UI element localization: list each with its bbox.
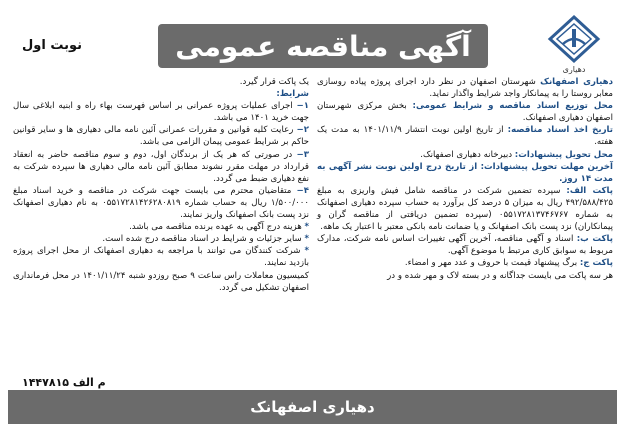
notice-paragraph xyxy=(317,233,613,257)
paragraph-heading: ۱− xyxy=(296,101,309,112)
notice-paragraph xyxy=(13,245,309,269)
notice-paragraph xyxy=(317,124,613,148)
paragraph-text: کمیسیون معاملات راس ساعت ۹ صبح روزدو شنبه ۱۴۰۱/۱۱/۲۴ در محل فرمانداری اصفهان تشکیل می گردد. xyxy=(13,270,309,293)
paragraph-text: سایر جزئیات و شرایط در اسناد مناقصه درج شده است. xyxy=(102,234,305,245)
paragraph-heading: دهیاری اصفهانک xyxy=(540,77,614,87)
notice-paragraph xyxy=(13,233,309,245)
notice-paragraph xyxy=(317,270,613,282)
paragraph-text: اجرای عملیات پروژه عمرانی بر اساس فهرست بهاء راه و ابنیه ابلاغی سال جهت خرید ۱۴۰۱ می باشد. xyxy=(13,101,309,124)
paragraph-text: یک پاکت قرار گیرد. xyxy=(239,77,309,87)
notice-code: م الف ۱۴۴۷۸۱۵ xyxy=(22,376,106,389)
dehyari-logo xyxy=(545,14,603,80)
paragraph-heading: شرایط: xyxy=(276,89,309,100)
paragraph-text: متقاضیان محترم می بایست جهت شرکت در مناقصه و خرید اسناد مبلغ ۱/۵۰۰/۰۰۰ ریال به حساب شماره ۰۵۵۱۷۲۸۱۴۲۶۲۸۰۸۱۹ به نام دهیاری اصفهانک نزد پست بانک اصفهانک واریز نمایند. xyxy=(13,185,309,221)
paragraph-heading: * xyxy=(304,222,309,233)
notice-body xyxy=(8,76,617,376)
notice-paragraph xyxy=(13,76,309,88)
paragraph-heading: آخرین مهلت تحویل پیشنهادات: از تاریخ درج اولین نوبت نشر آگهی به مدت ۱۴ روز. xyxy=(317,161,613,184)
paragraph-heading: پاکت ب: xyxy=(576,234,613,245)
paragraph-heading: ۲− xyxy=(296,125,309,136)
paragraph-heading: پاکت الف: xyxy=(566,185,613,196)
right-column xyxy=(313,76,617,376)
dehyari-logo-emblem xyxy=(547,14,601,64)
paragraph-text: سپرده تضمین شرکت در مناقصه شامل فیش واریزی به مبلغ ۴۹۲/۵۸۸/۴۲۵ ریال به میزان ۵ درصد کل برآورد به حساب سپرده دهیاری اصفهانک به شماره ۰۵۵۱۷۲۸۱۳۷۴۶۷۶۷ (سپرده تضمین دریافتی از مناقصه گران و پیمانکاران) نزد پست بانک اصفهانک و یا ضمانت نامه بانکی معتبر با اعتبار یک ماهه. xyxy=(317,185,613,233)
paragraph-text: در صورتی که هر یک از برندگان اول، دوم و سوم مناقصه حاضر به انعقاد قرارداد در مهلت مقرر نشوند مطابق آئین نامه مالی دهیاری ها سپرده شرکت به نفع دهیاری ضبط می گردد. xyxy=(13,149,309,184)
notice-paragraph xyxy=(13,185,309,221)
paragraph-heading: ۴− xyxy=(296,185,309,196)
notice-paragraph xyxy=(13,88,309,100)
logo-caption: دهیاری xyxy=(562,65,586,74)
paragraph-text: از تاریخ اولین نوبت انتشار ۱۴۰۱/۱۱/۹ به مدت یک هفته. xyxy=(317,125,613,148)
paragraph-text: هر سه پاکت می بایست جداگانه و در بسته لاک و مهر شده و در xyxy=(387,270,613,281)
paragraph-text: اسناد و آگهی مناقصه، آخرین آگهی تغییرات اساس نامه شرکت، مدارک مربوط به سوابق کاری مرتبط با موضوع آگهی. xyxy=(317,234,613,257)
paragraph-text: دبیرخانه دهیاری اصفهانک. xyxy=(420,149,515,160)
left-column xyxy=(9,76,313,376)
paragraph-heading: ۳− xyxy=(296,149,309,160)
paragraph-heading: * xyxy=(304,246,309,257)
paragraph-heading: پاکت ج: xyxy=(579,258,613,269)
notice-paragraph xyxy=(13,100,309,124)
notice-title: آگهی مناقصه عمومی xyxy=(158,24,488,68)
notice-paragraph xyxy=(317,161,613,185)
paragraph-text: برگ پیشنهاد قیمت با حروف و عدد مهر و امضاء. xyxy=(404,258,580,269)
notice-paragraph xyxy=(13,149,309,185)
notice-paragraph xyxy=(13,221,309,233)
notice-footer: دهیاری اصفهانک xyxy=(8,390,617,424)
paragraph-heading: محل تحویل پیشنهادات: xyxy=(514,149,613,160)
notice-header xyxy=(8,8,617,74)
notice-paragraph xyxy=(317,100,613,124)
paragraph-text: شهرستان اصفهان در نظر دارد اجرای پروژه پیاده روسازی معابر روستا را به پیمانکار واجد شرایط واگذار نماید. xyxy=(317,77,613,100)
notice-paragraph xyxy=(317,149,613,161)
paragraph-text: بخش مرکزی شهرستان اصفهان دهیاری اصفهانک. xyxy=(317,101,613,124)
notice-paragraph xyxy=(13,270,309,294)
notice-paragraph xyxy=(317,185,613,233)
notice-paragraph xyxy=(317,257,613,269)
paragraph-text: شرکت کنندگان می توانند با مراجعه به دهیاری اصفهانک از محل اجرای پروژه بازدید نمایند. xyxy=(13,246,309,269)
publication-turn: نوبت اول xyxy=(22,38,83,53)
paragraph-text: هزینه درج آگهی به عهده برنده مناقصه می باشد. xyxy=(129,222,305,233)
paragraph-heading: محل توزیع اسناد مناقصه و شرایط عمومی: xyxy=(412,101,614,112)
notice-paragraph xyxy=(317,76,613,100)
paragraph-heading: تاریخ اخذ اسناد مناقصه: xyxy=(507,125,613,136)
paragraph-text: رعایت کلیه قوانین و مقررات عمرانی آئین نامه مالی دهیاری ها و سایر قوانین حاکم بر شرایط عمومی پیمان الزامی می باشد. xyxy=(13,125,309,148)
notice-paragraph xyxy=(13,124,309,148)
paragraph-heading: * xyxy=(304,234,309,245)
